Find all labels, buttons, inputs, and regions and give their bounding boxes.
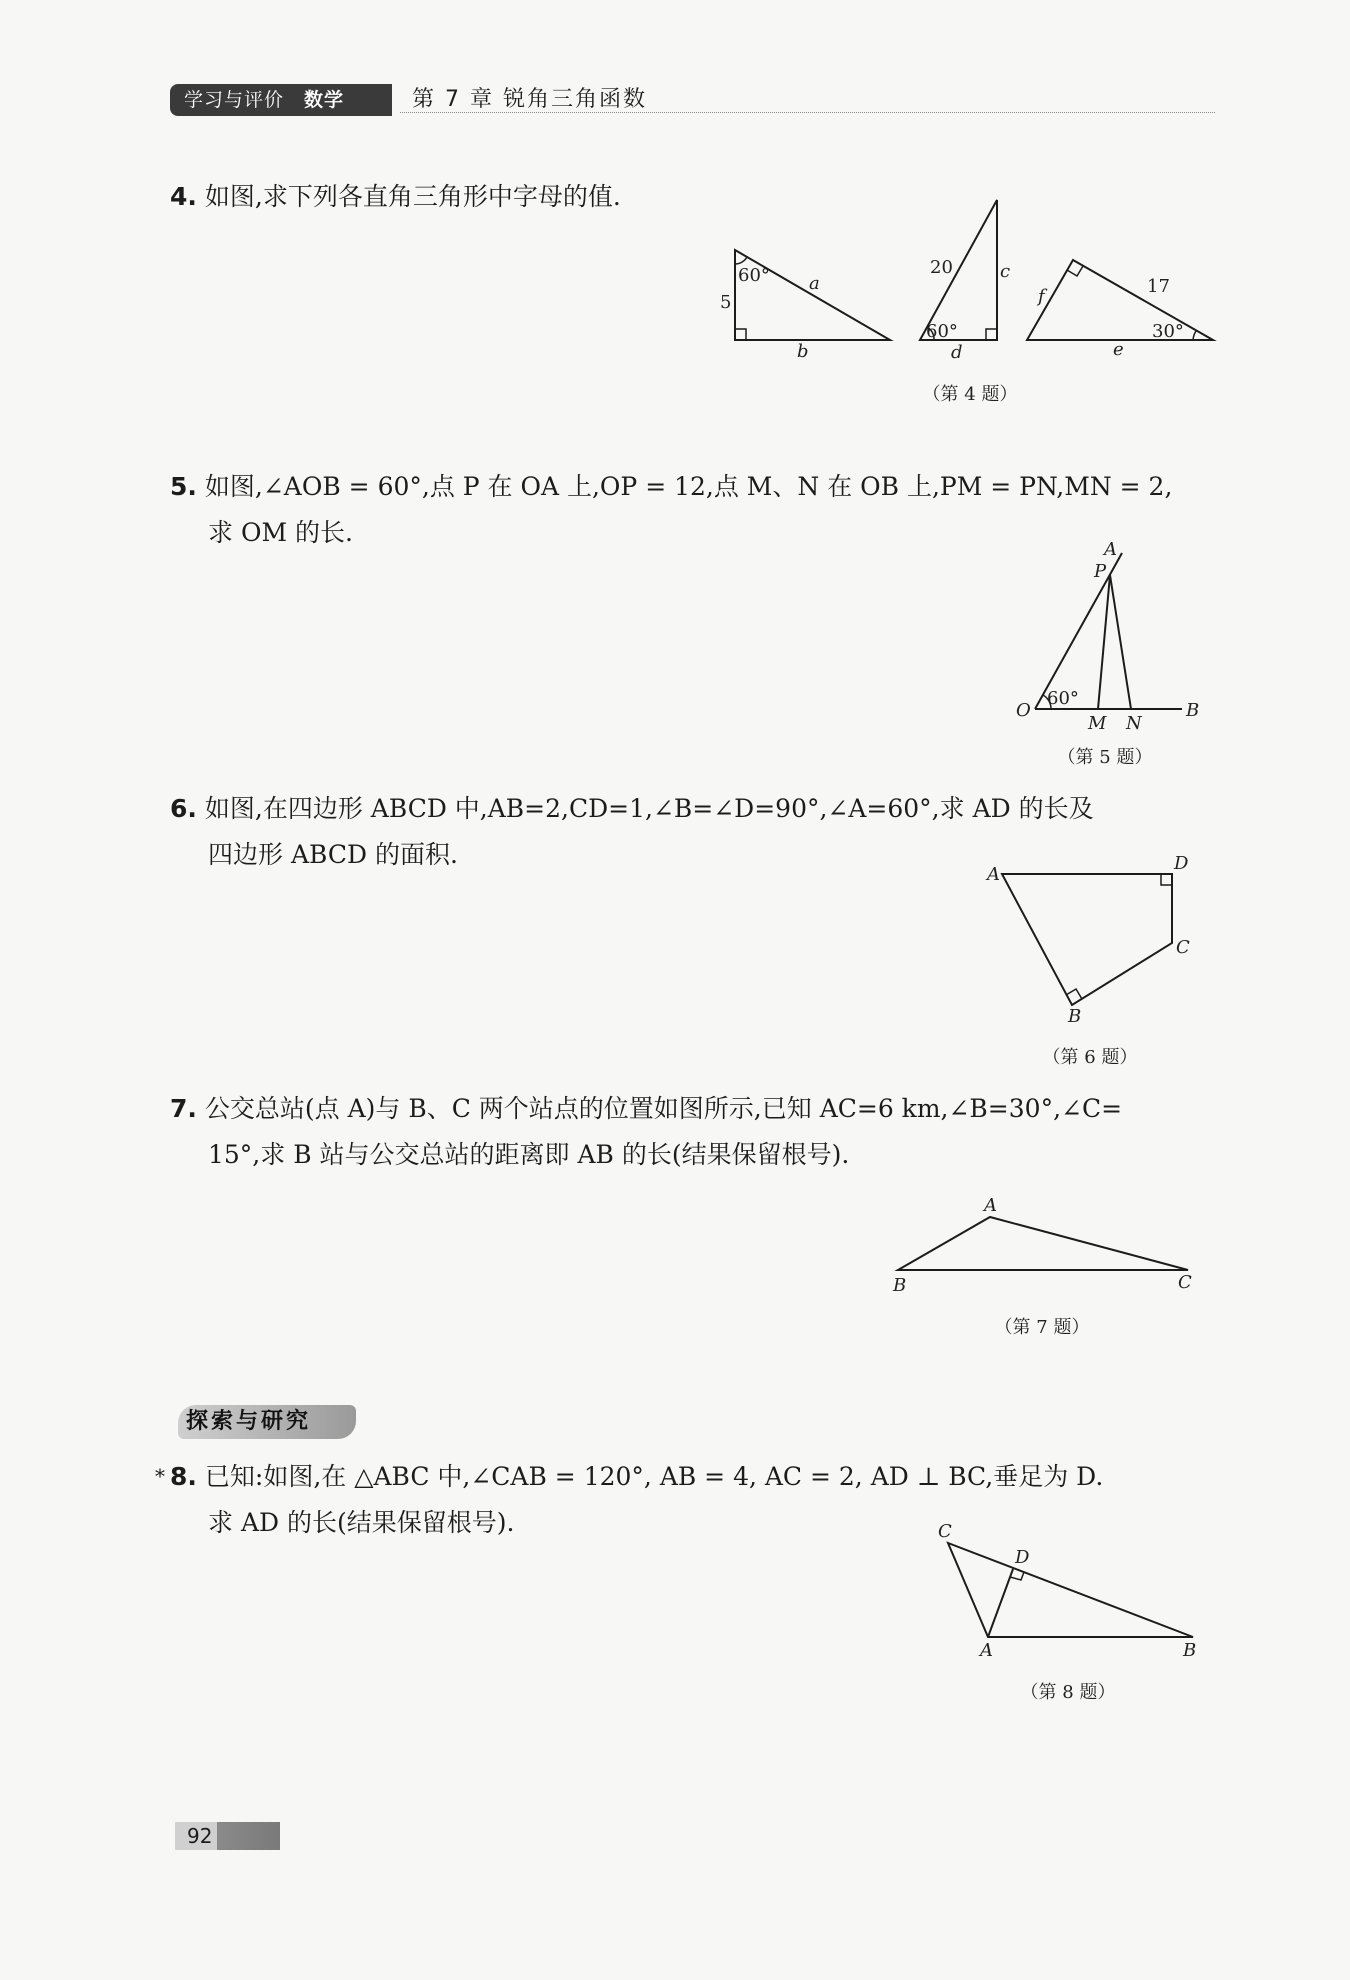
question-number: 7. xyxy=(170,1094,197,1123)
page-number: 92 xyxy=(175,1822,280,1850)
q5-label-P: P xyxy=(1094,561,1107,582)
question-number: 8. xyxy=(170,1462,197,1491)
q7-label-A: A xyxy=(984,1195,997,1216)
q5-label-60: 60° xyxy=(1047,688,1079,709)
q5-label-O: O xyxy=(1016,700,1031,721)
q5-label-M: M xyxy=(1088,713,1107,734)
question-text-line2: 15°,求 B 站与公交总站的距离即 AB 的长(结果保留根号). xyxy=(208,1140,850,1169)
question-text-line2: 四边形 ABCD 的面积. xyxy=(208,840,458,869)
q4-right-angle-2 xyxy=(986,329,997,340)
q6-label-C: C xyxy=(1176,937,1190,958)
q5-label-B: B xyxy=(1186,700,1200,721)
q5-label-A: A xyxy=(1104,539,1117,560)
question-number: 4. xyxy=(170,182,197,211)
q4-label-20: 20 xyxy=(930,257,953,278)
q4-label-a: a xyxy=(809,273,820,294)
q4-label-f: f xyxy=(1038,286,1045,307)
question-number: 6. xyxy=(170,794,197,823)
q4-label-60-b: 60° xyxy=(926,321,958,342)
q5-segment-PN xyxy=(1110,575,1131,709)
q4-angle-arc-1 xyxy=(735,257,747,264)
q7-label-B: B xyxy=(893,1275,907,1296)
q5-label-N: N xyxy=(1126,713,1142,734)
optional-star: * xyxy=(155,1464,165,1488)
q4-angle-arc-3 xyxy=(1193,331,1196,340)
q4-label-c: c xyxy=(1000,261,1011,282)
q8-label-D: D xyxy=(1015,1547,1030,1568)
caption-q7: （第 7 题） xyxy=(994,1317,1090,1338)
q4-triangle-3 xyxy=(1027,260,1213,340)
question-text: 如图,求下列各直角三角形中字母的值. xyxy=(204,182,621,211)
q4-label-d: d xyxy=(951,342,963,363)
question-text-line2: 求 AD 的长(结果保留根号). xyxy=(208,1508,515,1537)
q6-quadrilateral xyxy=(1002,874,1172,1005)
q6-label-B: B xyxy=(1068,1006,1082,1027)
caption-q6: （第 6 题） xyxy=(1042,1047,1138,1068)
section-badge: 探索与研究 xyxy=(178,1405,356,1439)
question-text-line1: 已知:如图,在 △ABC 中,∠CAB = 120°, AB = 4, AC = 2, AD ⊥ BC,垂足为 D. xyxy=(204,1462,1104,1491)
q4-label-e: e xyxy=(1113,339,1124,360)
q4-label-60-a: 60° xyxy=(738,265,770,286)
caption-q4: （第 4 题） xyxy=(922,384,1018,405)
book-title: 学习与评价 xyxy=(184,89,285,111)
caption-q5: （第 5 题） xyxy=(1057,747,1153,768)
q6-label-A: A xyxy=(987,864,1000,885)
subject-title: 数学 xyxy=(304,89,345,111)
q7-triangle xyxy=(898,1217,1188,1270)
q8-triangle xyxy=(948,1543,1193,1637)
chapter-title: 第 7 章 锐角三角函数 xyxy=(412,87,647,112)
q8-altitude-AD xyxy=(988,1569,1013,1637)
q5-segment-PM xyxy=(1098,575,1110,709)
question-text-line1: 如图,在四边形 ABCD 中,AB=2,CD=1,∠B=∠D=90°,∠A=60°,求 AD 的长及 xyxy=(204,794,1094,823)
q4-label-17: 17 xyxy=(1147,276,1170,297)
q6-label-D: D xyxy=(1174,853,1189,874)
question-number: 5. xyxy=(170,472,197,501)
q4-right-angle-1 xyxy=(735,329,746,340)
q7-label-C: C xyxy=(1178,1272,1192,1293)
q8-label-B: B xyxy=(1183,1640,1197,1661)
q4-label-30: 30° xyxy=(1152,321,1184,342)
q6-right-angle-D xyxy=(1161,874,1172,885)
q4-label-b: b xyxy=(797,341,809,362)
question-text-line1: 如图,∠AOB = 60°,点 P 在 OA 上,OP = 12,点 M、N 在 OB 上,PM = PN,MN = 2, xyxy=(204,472,1173,501)
question-text-line1: 公交总站(点 A)与 B、C 两个站点的位置如图所示,已知 AC=6 km,∠B=30°,∠C= xyxy=(204,1094,1123,1123)
q8-label-C: C xyxy=(938,1521,952,1542)
q4-triangle-1 xyxy=(735,250,890,340)
caption-q8: （第 8 题） xyxy=(1020,1682,1116,1703)
q4-label-5: 5 xyxy=(720,292,732,313)
question-text-line2: 求 OM 的长. xyxy=(208,518,353,547)
q8-label-A: A xyxy=(980,1640,993,1661)
